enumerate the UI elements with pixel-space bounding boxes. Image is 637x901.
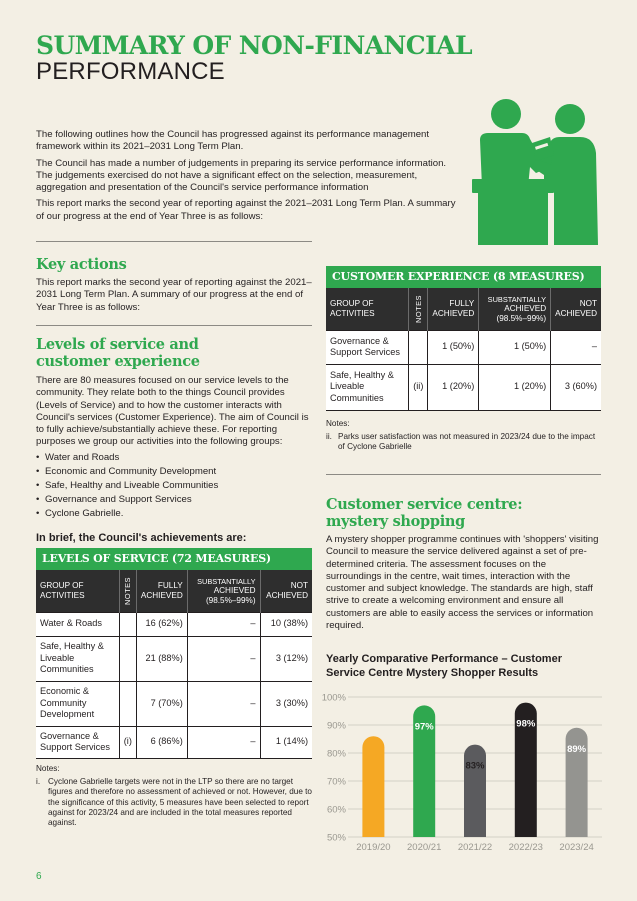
- cell-substantially: 1 (50%): [479, 330, 551, 364]
- y-tick-label: 100%: [321, 692, 346, 704]
- cell-not: 1 (14%): [260, 726, 312, 758]
- service-centre-heading: [326, 496, 522, 530]
- service-centre-heading-line2: mystery shopping: [326, 513, 466, 530]
- note-item: [36, 777, 312, 828]
- chart-title: Yearly Comparative Performance – Customer Service Centre Mystery Shopper Results: [326, 653, 562, 679]
- cell-group: Safe, Healthy & Liveable Communities: [36, 636, 119, 681]
- note-marker: i.: [36, 777, 41, 787]
- cell-group: Water & Roads: [36, 612, 119, 636]
- list-item: • Economic and Community Development: [36, 465, 312, 479]
- intro-text: [36, 129, 461, 227]
- customer-experience-notes: [326, 419, 601, 453]
- cell-not: 3 (60%): [551, 364, 601, 410]
- divider: [36, 241, 312, 242]
- key-actions-heading: Key actions: [36, 256, 127, 273]
- data-label: 83%: [465, 760, 485, 772]
- table-title: LEVELS OF SERVICE (72 MEASURES): [36, 548, 312, 570]
- mystery-shopper-bar-chart: [318, 686, 608, 856]
- column-header-not: NOT ACHIEVED: [260, 570, 312, 612]
- table-row: [36, 726, 312, 758]
- table-row: [326, 364, 601, 410]
- column-header-group: GROUP OF ACTIVITIES: [36, 570, 119, 612]
- notes-label: Notes:: [36, 764, 60, 773]
- bar-2021/22: [464, 745, 486, 837]
- divider: [36, 325, 312, 326]
- key-actions-body: This report marks the second year of reporting against the 2021–2031 Long Term Plan. A summary of our progress at the end of Year Three is as follows:: [36, 277, 312, 313]
- divider: [326, 474, 601, 475]
- notes-label: Notes:: [326, 419, 350, 428]
- cell-fully: 7 (70%): [136, 681, 187, 726]
- levels-of-service-table: [36, 548, 312, 759]
- cell-group: Economic & Community Development: [36, 681, 119, 726]
- list-item: • Governance and Support Services: [36, 493, 312, 507]
- cell-group: Safe, Healthy & Liveable Communities: [326, 364, 409, 410]
- cell-substantially: –: [187, 612, 260, 636]
- cell-notes: [119, 636, 136, 681]
- x-tick-label: 2021/22: [457, 842, 493, 853]
- table-row: [36, 612, 312, 636]
- cell-substantially: 1 (20%): [479, 364, 551, 410]
- customer-experience-table: [326, 266, 601, 411]
- cell-fully: 6 (86%): [136, 726, 187, 758]
- x-tick-label: 2023/24: [559, 842, 594, 853]
- x-tick-label: 2020/21: [407, 842, 442, 853]
- cell-substantially: –: [187, 726, 260, 758]
- cell-fully: 1 (50%): [428, 330, 479, 364]
- table-row: [36, 636, 312, 681]
- page-title-line1: SUMMARY OF NON-FINANCIAL: [36, 31, 472, 60]
- service-centre-body: A mystery shopper programme continues with 'shoppers' visiting Council to measure the service delivered against a set of pre-determined criteria. The assessment focuses on the surroundings in the centre, wait times, interaction with the customer and subject knowledge. The standards are high, staff strive to create a welcoming environment and ensure all customers are able to easily access the services or information required.: [326, 534, 599, 632]
- cell-not: 3 (12%): [260, 636, 312, 681]
- column-header-fully: FULLY ACHIEVED: [428, 288, 479, 330]
- y-tick-label: 70%: [326, 776, 346, 788]
- intro-paragraph-1: The following outlines how the Council has progressed against its performance management framework within its 2021–2031 Long Term Plan.: [36, 129, 430, 153]
- data-label: 98%: [516, 718, 536, 730]
- levels-heading-line2: customer experience: [36, 353, 200, 370]
- cell-substantially: –: [187, 636, 260, 681]
- cell-fully: 21 (88%): [136, 636, 187, 681]
- column-header-fully: FULLY ACHIEVED: [136, 570, 187, 612]
- cell-group: Governance & Support Services: [326, 330, 409, 364]
- levels-section: [36, 375, 312, 521]
- intro-paragraph-2: The Council has made a number of judgements in preparing its service performance information. The judgements exercised do not have a significant effect on the selection, measurement, aggregation and presentation of the Council's service performance information: [36, 157, 447, 194]
- customer-service-illustration: [470, 95, 602, 245]
- column-header-notes: NOTES: [409, 288, 428, 330]
- cell-notes: (ii): [409, 364, 428, 410]
- table-row: [326, 330, 601, 364]
- cell-notes: [119, 681, 136, 726]
- cell-fully: 16 (62%): [136, 612, 187, 636]
- cell-not: 3 (30%): [260, 681, 312, 726]
- list-item: • Cyclone Gabrielle.: [36, 507, 312, 521]
- table-row: [36, 681, 312, 726]
- note-item: [326, 432, 601, 452]
- cell-notes: [409, 330, 428, 364]
- data-table: [36, 570, 312, 759]
- cell-group: Governance & Support Services: [36, 726, 119, 758]
- levels-heading: [36, 336, 200, 370]
- data-table: [326, 288, 601, 411]
- intro-paragraph-3: This report marks the second year of reporting against the 2021–2031 Long Term Plan. A summary of our progress at the end of Year Three is as follows:: [36, 198, 456, 222]
- levels-of-service-notes: [36, 764, 312, 828]
- achievements-intro: In brief, the Council's achievements are:: [36, 532, 247, 544]
- column-header-substantially: SUBSTANTIALLY ACHIEVED (98.5%–99%): [187, 570, 260, 612]
- x-tick-label: 2019/20: [356, 842, 391, 853]
- list-item: • Water and Roads: [36, 451, 312, 465]
- y-tick-label: 50%: [326, 832, 346, 844]
- cell-not: 10 (38%): [260, 612, 312, 636]
- page-title-line2: PERFORMANCE: [36, 58, 225, 85]
- cell-substantially: –: [187, 681, 260, 726]
- column-header-substantially: SUBSTANTIALLY ACHIEVED (98.5%–99%): [479, 288, 551, 330]
- column-header-notes: NOTES: [119, 570, 136, 612]
- service-centre-heading-line1: Customer service centre:: [326, 496, 523, 513]
- data-label: 97%: [414, 721, 434, 733]
- note-text: Cyclone Gabrielle targets were not in the LTP so there are no target figures and therefore no assessment of achieved or not. However, due to the significance of this activity, 5 measures have been selected to report against for 2023/24 and are included in the total measures reported against.: [48, 777, 312, 828]
- note-marker: ii.: [326, 432, 332, 442]
- levels-heading-line1: Levels of service and: [36, 336, 199, 353]
- column-header-not: NOT ACHIEVED: [551, 288, 601, 330]
- data-label: 89%: [567, 743, 587, 755]
- y-tick-label: 80%: [326, 748, 346, 760]
- y-tick-label: 60%: [326, 804, 346, 816]
- note-text: Parks user satisfaction was not measured in 2023/24 due to the impact of Cyclone Gabrielle: [338, 432, 596, 452]
- y-tick-label: 90%: [326, 720, 346, 732]
- levels-body: There are 80 measures focused on our service levels to the community. They relate both to the things Council provides (Levels of Service) and to how the customer interacts with Council's services (Customer Experience). The aim of Council is to fully achieve/substantially achieve these. For reporting purposes we group our activities into the following groups:: [36, 375, 309, 448]
- column-header-group: GROUP OF ACTIVITIES: [326, 288, 409, 330]
- table-title: CUSTOMER EXPERIENCE (8 MEASURES): [326, 266, 601, 288]
- cell-not: –: [551, 330, 601, 364]
- list-item: • Safe, Healthy and Liveable Communities: [36, 479, 312, 493]
- data-label: 86%: [363, 752, 383, 764]
- cell-notes: (i): [119, 726, 136, 758]
- page-number: 6: [36, 871, 42, 882]
- x-tick-label: 2022/23: [508, 842, 543, 853]
- cell-notes: [119, 612, 136, 636]
- cell-fully: 1 (20%): [428, 364, 479, 410]
- activity-group-list: [36, 451, 312, 521]
